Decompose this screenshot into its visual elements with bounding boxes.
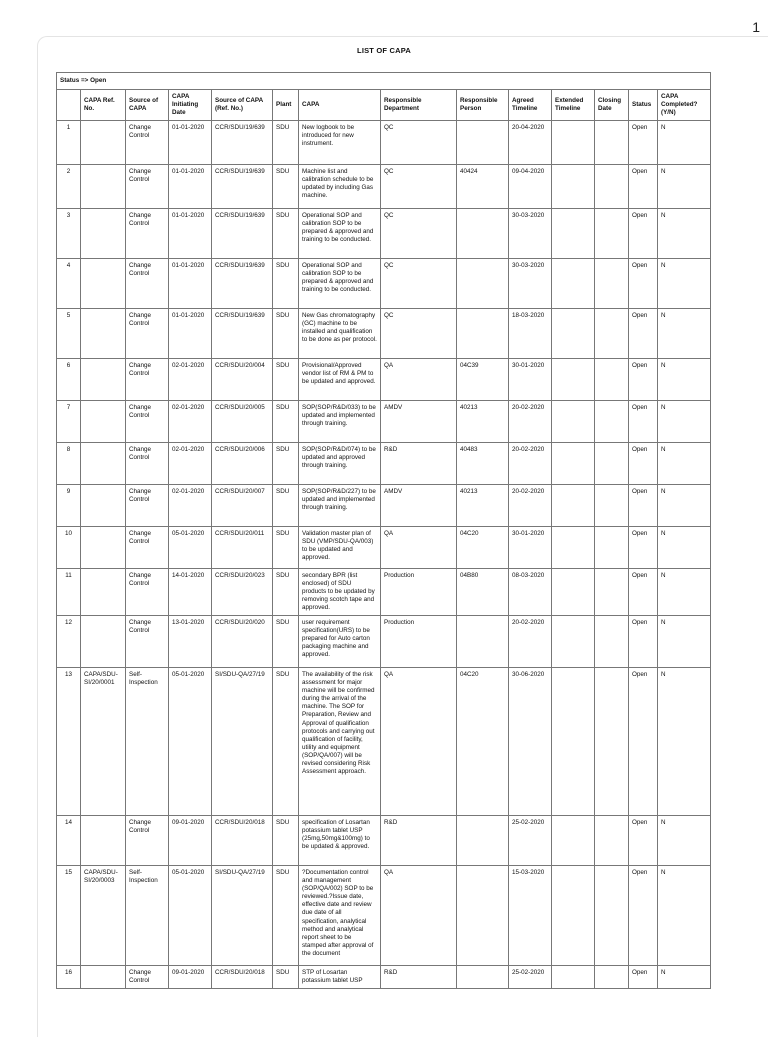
cell-no: 6 — [57, 359, 81, 401]
cell-agreed: 30-03-2020 — [509, 209, 552, 259]
cell-source: Change Control — [126, 443, 169, 485]
cell-capa: New logbook to be introduced for new instrument. — [299, 121, 381, 165]
cell-source-ref: SI/SDU-QA/27/19 — [212, 866, 273, 966]
cell-person: 04C20 — [457, 527, 509, 569]
cell-date: 02-01-2020 — [169, 485, 212, 527]
cell-capa: secondary BPR (list enclosed) of SDU products to be updated by removing scotch tape and approved. — [299, 569, 381, 616]
column-header: CAPA Ref. No. — [81, 90, 126, 121]
column-header: Extended Timeline — [552, 90, 595, 121]
cell-capa: Operational SOP and calibration SOP to be prepared & approved and training to be conducted. — [299, 259, 381, 309]
cell-source-ref: CCR/SDU/20/023 — [212, 569, 273, 616]
cell-extended — [552, 165, 595, 209]
cell-status: Open — [629, 209, 658, 259]
cell-dept: R&D — [381, 443, 457, 485]
cell-status: Open — [629, 259, 658, 309]
cell-date: 02-01-2020 — [169, 359, 212, 401]
cell-plant: SDU — [273, 359, 299, 401]
cell-closing — [595, 401, 629, 443]
cell-agreed: 30-01-2020 — [509, 359, 552, 401]
cell-person — [457, 816, 509, 866]
cell-agreed: 30-06-2020 — [509, 668, 552, 816]
status-filter-row: Status => Open — [57, 73, 711, 90]
cell-date: 05-01-2020 — [169, 866, 212, 966]
table-row — [57, 209, 711, 259]
cell-source-ref: CCR/SDU/20/018 — [212, 966, 273, 989]
cell-ref — [81, 209, 126, 259]
cell-status: Open — [629, 966, 658, 989]
cell-source: Change Control — [126, 165, 169, 209]
cell-source-ref: CCR/SDU/20/007 — [212, 485, 273, 527]
table-row — [57, 616, 711, 668]
cell-date: 01-01-2020 — [169, 209, 212, 259]
cell-agreed: 25-02-2020 — [509, 816, 552, 866]
cell-extended — [552, 359, 595, 401]
column-header: CAPA Initiating Date — [169, 90, 212, 121]
cell-capa: SOP(SOP/R&D/033) to be updated and implemented through training. — [299, 401, 381, 443]
cell-no: 12 — [57, 616, 81, 668]
cell-source-ref: CCR/SDU/20/018 — [212, 816, 273, 866]
cell-completed: N — [658, 816, 711, 866]
cell-person — [457, 259, 509, 309]
cell-status: Open — [629, 121, 658, 165]
cell-dept: AMDV — [381, 401, 457, 443]
cell-no: 1 — [57, 121, 81, 165]
cell-capa: user requirement specification(URS) to be prepared for Auto carton packaging machine and approved. — [299, 616, 381, 668]
cell-agreed: 30-01-2020 — [509, 527, 552, 569]
cell-source-ref: CCR/SDU/19/639 — [212, 259, 273, 309]
cell-capa: ?Documentation control and management (SOP/QA/002) SOP to be reviewed.?Issue date, effective date and review due date of all specification, analytical method and analytical report sheet to be stamped after approval of the document — [299, 866, 381, 966]
cell-plant: SDU — [273, 569, 299, 616]
cell-completed: N — [658, 209, 711, 259]
cell-closing — [595, 443, 629, 485]
cell-closing — [595, 816, 629, 866]
cell-agreed: 20-04-2020 — [509, 121, 552, 165]
cell-agreed: 20-02-2020 — [509, 443, 552, 485]
cell-no: 9 — [57, 485, 81, 527]
cell-no: 11 — [57, 569, 81, 616]
cell-ref — [81, 527, 126, 569]
cell-source: Change Control — [126, 309, 169, 359]
cell-capa: Operational SOP and calibration SOP to be prepared & approved and training to be conducted. — [299, 209, 381, 259]
cell-source-ref: SI/SDU-QA/27/19 — [212, 668, 273, 816]
cell-source-ref: CCR/SDU/19/639 — [212, 209, 273, 259]
cell-plant: SDU — [273, 485, 299, 527]
cell-date: 01-01-2020 — [169, 309, 212, 359]
cell-closing — [595, 165, 629, 209]
cell-dept: QC — [381, 209, 457, 259]
table-row — [57, 816, 711, 866]
cell-closing — [595, 616, 629, 668]
cell-dept: QC — [381, 165, 457, 209]
cell-date: 14-01-2020 — [169, 569, 212, 616]
page-number: 1 — [752, 19, 760, 35]
cell-date: 01-01-2020 — [169, 121, 212, 165]
cell-capa: specification of Losartan potassium tablet USP (25mg,50mg&100mg) to be updated & approved. — [299, 816, 381, 866]
cell-completed: N — [658, 616, 711, 668]
cell-plant: SDU — [273, 668, 299, 816]
cell-ref — [81, 616, 126, 668]
cell-ref — [81, 966, 126, 989]
cell-status: Open — [629, 165, 658, 209]
cell-agreed: 18-03-2020 — [509, 309, 552, 359]
cell-plant: SDU — [273, 866, 299, 966]
cell-no: 3 — [57, 209, 81, 259]
cell-dept: QA — [381, 527, 457, 569]
cell-person — [457, 966, 509, 989]
cell-capa: The availability of the risk assessment for major machine will be confirmed during the arrival of the machine. The SOP for Preparation, Review and Approval of qualification protocols and carrying out qualification of facility, utility and equipment (SOP/QA/007) will be revised considering Risk Assessment approach. — [299, 668, 381, 816]
cell-closing — [595, 121, 629, 165]
cell-date: 05-01-2020 — [169, 668, 212, 816]
cell-capa: SOP(SOP/R&D/074) to be updated and approved through training. — [299, 443, 381, 485]
cell-extended — [552, 485, 595, 527]
column-header: Source of CAPA — [126, 90, 169, 121]
cell-source-ref: CCR/SDU/19/639 — [212, 309, 273, 359]
table-body — [57, 121, 711, 989]
cell-person: 40213 — [457, 485, 509, 527]
cell-extended — [552, 668, 595, 816]
table-row — [57, 259, 711, 309]
cell-extended — [552, 401, 595, 443]
cell-source: Change Control — [126, 121, 169, 165]
cell-source: Change Control — [126, 569, 169, 616]
cell-agreed: 09-04-2020 — [509, 165, 552, 209]
cell-closing — [595, 359, 629, 401]
cell-extended — [552, 121, 595, 165]
cell-ref — [81, 165, 126, 209]
cell-dept: Production — [381, 569, 457, 616]
cell-person: 40213 — [457, 401, 509, 443]
cell-no: 15 — [57, 866, 81, 966]
table-row — [57, 527, 711, 569]
column-header: Closing Date — [595, 90, 629, 121]
cell-date: 02-01-2020 — [169, 401, 212, 443]
cell-source: Change Control — [126, 485, 169, 527]
cell-completed: N — [658, 259, 711, 309]
cell-ref — [81, 309, 126, 359]
cell-extended — [552, 527, 595, 569]
table-row — [57, 309, 711, 359]
column-header: Source of CAPA (Ref. No.) — [212, 90, 273, 121]
document-title: LIST OF CAPA — [357, 46, 411, 55]
cell-source: Change Control — [126, 359, 169, 401]
cell-ref — [81, 359, 126, 401]
cell-dept: AMDV — [381, 485, 457, 527]
cell-ref — [81, 401, 126, 443]
cell-extended — [552, 259, 595, 309]
cell-source: Change Control — [126, 209, 169, 259]
cell-plant: SDU — [273, 165, 299, 209]
cell-source-ref: CCR/SDU/19/639 — [212, 165, 273, 209]
cell-capa: Machine list and calibration schedule to be updated by including Gas machine. — [299, 165, 381, 209]
cell-no: 4 — [57, 259, 81, 309]
cell-no: 10 — [57, 527, 81, 569]
cell-date: 01-01-2020 — [169, 259, 212, 309]
cell-extended — [552, 616, 595, 668]
cell-plant: SDU — [273, 816, 299, 866]
cell-date: 13-01-2020 — [169, 616, 212, 668]
cell-dept: Production — [381, 616, 457, 668]
cell-no: 14 — [57, 816, 81, 866]
cell-no: 7 — [57, 401, 81, 443]
cell-source: Change Control — [126, 259, 169, 309]
cell-plant: SDU — [273, 121, 299, 165]
cell-completed: N — [658, 443, 711, 485]
cell-status: Open — [629, 359, 658, 401]
cell-source-ref: CCR/SDU/20/006 — [212, 443, 273, 485]
cell-completed: N — [658, 668, 711, 816]
cell-agreed: 20-02-2020 — [509, 616, 552, 668]
table-row — [57, 121, 711, 165]
cell-person: 04B80 — [457, 569, 509, 616]
table-row — [57, 485, 711, 527]
cell-plant: SDU — [273, 527, 299, 569]
column-header: Status — [629, 90, 658, 121]
table-row — [57, 401, 711, 443]
cell-closing — [595, 485, 629, 527]
cell-capa: SOP(SOP/R&D/227) to be updated and implemented through training. — [299, 485, 381, 527]
cell-plant: SDU — [273, 259, 299, 309]
cell-closing — [595, 866, 629, 966]
cell-completed: N — [658, 401, 711, 443]
cell-completed: N — [658, 359, 711, 401]
column-header: Plant — [273, 90, 299, 121]
cell-completed: N — [658, 309, 711, 359]
cell-closing — [595, 668, 629, 816]
table-row — [57, 359, 711, 401]
cell-person — [457, 866, 509, 966]
cell-person — [457, 309, 509, 359]
cell-completed: N — [658, 966, 711, 989]
cell-status: Open — [629, 443, 658, 485]
cell-extended — [552, 309, 595, 359]
cell-person — [457, 616, 509, 668]
cell-no: 8 — [57, 443, 81, 485]
cell-capa: Validation master plan of SDU (VMP/SDU-QA/003) to be updated and approved. — [299, 527, 381, 569]
cell-dept: QC — [381, 309, 457, 359]
cell-source-ref: CCR/SDU/20/005 — [212, 401, 273, 443]
cell-extended — [552, 966, 595, 989]
cell-source-ref: CCR/SDU/20/004 — [212, 359, 273, 401]
cell-capa: Provisional/Approved vendor list of RM & PM to be updated and approved. — [299, 359, 381, 401]
cell-plant: SDU — [273, 966, 299, 989]
cell-source: Change Control — [126, 527, 169, 569]
cell-source: Change Control — [126, 401, 169, 443]
cell-status: Open — [629, 616, 658, 668]
cell-person — [457, 209, 509, 259]
cell-status: Open — [629, 569, 658, 616]
cell-plant: SDU — [273, 309, 299, 359]
cell-ref — [81, 443, 126, 485]
cell-completed: N — [658, 121, 711, 165]
cell-no: 2 — [57, 165, 81, 209]
capa-table — [56, 72, 711, 989]
cell-person: 04C20 — [457, 668, 509, 816]
cell-closing — [595, 569, 629, 616]
cell-person — [457, 121, 509, 165]
cell-agreed: 30-03-2020 — [509, 259, 552, 309]
cell-extended — [552, 816, 595, 866]
cell-ref — [81, 816, 126, 866]
cell-status: Open — [629, 485, 658, 527]
cell-status: Open — [629, 668, 658, 816]
cell-status: Open — [629, 816, 658, 866]
cell-closing — [595, 309, 629, 359]
cell-completed: N — [658, 527, 711, 569]
cell-completed: N — [658, 485, 711, 527]
cell-no: 13 — [57, 668, 81, 816]
column-header: CAPA — [299, 90, 381, 121]
cell-ref — [81, 569, 126, 616]
cell-plant: SDU — [273, 616, 299, 668]
cell-dept: QA — [381, 866, 457, 966]
table-row — [57, 668, 711, 816]
cell-person: 40424 — [457, 165, 509, 209]
cell-ref: CAPA/SDU-SI/20/0001 — [81, 668, 126, 816]
cell-person: 40483 — [457, 443, 509, 485]
cell-plant: SDU — [273, 401, 299, 443]
cell-date: 09-01-2020 — [169, 966, 212, 989]
cell-status: Open — [629, 401, 658, 443]
cell-extended — [552, 443, 595, 485]
cell-source: Change Control — [126, 616, 169, 668]
cell-source-ref: CCR/SDU/19/639 — [212, 121, 273, 165]
cell-dept: R&D — [381, 816, 457, 866]
cell-dept: QC — [381, 121, 457, 165]
column-header — [57, 90, 81, 121]
cell-source: Self-Inspection — [126, 668, 169, 816]
cell-ref: CAPA/SDU-SI/20/0003 — [81, 866, 126, 966]
table-header-row — [57, 90, 711, 121]
cell-agreed: 08-03-2020 — [509, 569, 552, 616]
table-row — [57, 443, 711, 485]
column-header: Agreed Timeline — [509, 90, 552, 121]
column-header: CAPA Completed? (Y/N) — [658, 90, 711, 121]
cell-capa: STP of Losartan potassium tablet USP — [299, 966, 381, 989]
cell-status: Open — [629, 527, 658, 569]
cell-source: Change Control — [126, 816, 169, 866]
cell-source: Change Control — [126, 966, 169, 989]
cell-dept: QC — [381, 259, 457, 309]
cell-date: 09-01-2020 — [169, 816, 212, 866]
cell-extended — [552, 569, 595, 616]
column-header: Responsible Department — [381, 90, 457, 121]
column-header: Responsible Person — [457, 90, 509, 121]
cell-extended — [552, 866, 595, 966]
cell-extended — [552, 209, 595, 259]
cell-person: 04C39 — [457, 359, 509, 401]
cell-status: Open — [629, 866, 658, 966]
table-row — [57, 569, 711, 616]
cell-dept: R&D — [381, 966, 457, 989]
cell-status: Open — [629, 309, 658, 359]
cell-ref — [81, 259, 126, 309]
cell-agreed: 25-02-2020 — [509, 966, 552, 989]
cell-no: 5 — [57, 309, 81, 359]
table-row — [57, 966, 711, 989]
cell-completed: N — [658, 165, 711, 209]
cell-dept: QA — [381, 668, 457, 816]
table-row — [57, 866, 711, 966]
cell-plant: SDU — [273, 209, 299, 259]
cell-completed: N — [658, 569, 711, 616]
cell-capa: New Gas chromatography (GC) machine to be installed and qualification to be done as per protocol. — [299, 309, 381, 359]
cell-plant: SDU — [273, 443, 299, 485]
cell-agreed: 15-03-2020 — [509, 866, 552, 966]
cell-closing — [595, 966, 629, 989]
cell-ref — [81, 121, 126, 165]
cell-date: 01-01-2020 — [169, 165, 212, 209]
cell-date: 05-01-2020 — [169, 527, 212, 569]
cell-ref — [81, 485, 126, 527]
cell-closing — [595, 527, 629, 569]
cell-closing — [595, 259, 629, 309]
table-row — [57, 165, 711, 209]
cell-source: Self-Inspection — [126, 866, 169, 966]
cell-closing — [595, 209, 629, 259]
cell-agreed: 20-02-2020 — [509, 485, 552, 527]
cell-date: 02-01-2020 — [169, 443, 212, 485]
cell-no: 16 — [57, 966, 81, 989]
cell-dept: QA — [381, 359, 457, 401]
cell-completed: N — [658, 866, 711, 966]
cell-agreed: 20-02-2020 — [509, 401, 552, 443]
cell-source-ref: CCR/SDU/20/020 — [212, 616, 273, 668]
cell-source-ref: CCR/SDU/20/011 — [212, 527, 273, 569]
